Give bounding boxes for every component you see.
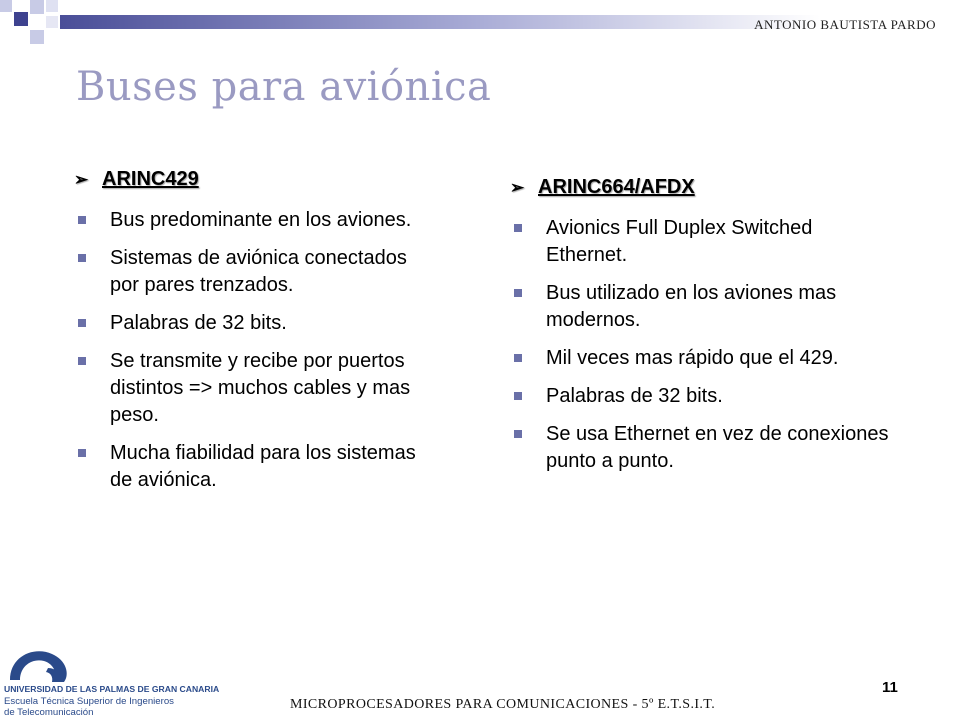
list-item-text: Se usa Ethernet en vez de conexiones punto a punto. xyxy=(546,423,889,472)
list-item xyxy=(74,348,434,429)
deco-square xyxy=(46,0,58,12)
list-item xyxy=(510,215,890,269)
left-column xyxy=(74,168,434,505)
author-name: ANTONIO BAUTISTA PARDO xyxy=(754,17,936,32)
square-bullet-icon xyxy=(514,289,522,297)
arrow-bullet-icon: ➢ xyxy=(74,169,89,189)
right-column xyxy=(510,176,890,486)
slide-title: Buses para aviónica xyxy=(76,64,492,110)
deco-square xyxy=(14,12,28,26)
square-bullet-icon xyxy=(514,224,522,232)
right-heading xyxy=(510,176,890,199)
square-bullet-icon xyxy=(514,354,522,362)
list-item-text: Mil veces mas rápido que el 429. xyxy=(546,347,839,369)
list-item-text: Palabras de 32 bits. xyxy=(110,312,287,334)
list-item-text: Palabras de 32 bits. xyxy=(546,385,723,407)
square-bullet-icon xyxy=(514,392,522,400)
deco-square xyxy=(0,0,12,12)
deco-square xyxy=(30,0,44,14)
list-item xyxy=(510,421,890,475)
deco-square xyxy=(30,30,44,44)
square-bullet-icon xyxy=(514,430,522,438)
list-item xyxy=(74,310,434,337)
list-item xyxy=(510,345,890,372)
left-heading xyxy=(74,168,434,191)
list-item xyxy=(74,440,434,494)
school-name xyxy=(4,696,174,718)
list-item-text: Sistemas de aviónica conectados por pares trenzados. xyxy=(110,247,407,296)
square-bullet-icon xyxy=(78,357,86,365)
square-bullet-icon xyxy=(78,254,86,262)
footer-course: MICROPROCESADORES PARA COMUNICACIONES - 5º E.T.S.I.T. xyxy=(290,697,716,712)
list-item-text: Bus utilizado en los aviones mas modernos. xyxy=(546,282,837,331)
square-bullet-icon xyxy=(78,319,86,327)
arrow-bullet-icon: ➢ xyxy=(510,177,525,197)
list-item xyxy=(510,280,890,334)
left-heading-text: ARINC429 xyxy=(102,168,199,190)
right-bullet-list xyxy=(510,215,890,475)
list-item-text: Bus predominante en los aviones. xyxy=(110,209,412,231)
list-item-text: Se transmite y recibe por puertos distintos => muchos cables y mas peso. xyxy=(110,350,411,426)
page-number: 11 xyxy=(882,679,898,696)
list-item xyxy=(74,245,434,299)
left-bullet-list xyxy=(74,207,434,494)
school-name-line: Escuela Técnica Superior de Ingenieros xyxy=(4,696,174,707)
right-heading-text: ARINC664/AFDX xyxy=(538,176,695,198)
list-item xyxy=(74,207,434,234)
square-bullet-icon xyxy=(78,449,86,457)
deco-square xyxy=(46,16,58,28)
list-item-text: Avionics Full Duplex Switched Ethernet. xyxy=(546,217,813,266)
list-item-text: Mucha fiabilidad para los sistemas de aviónica. xyxy=(110,442,416,491)
square-bullet-icon xyxy=(78,216,86,224)
university-name: UNIVERSIDAD DE LAS PALMAS DE GRAN CANARIA xyxy=(4,684,220,694)
deco-gradient-bar xyxy=(60,15,820,29)
ulpgc-emblem-icon xyxy=(4,644,84,684)
university-logo xyxy=(4,644,220,720)
school-name-line: de Telecomunicación xyxy=(4,707,94,718)
list-item xyxy=(510,383,890,410)
